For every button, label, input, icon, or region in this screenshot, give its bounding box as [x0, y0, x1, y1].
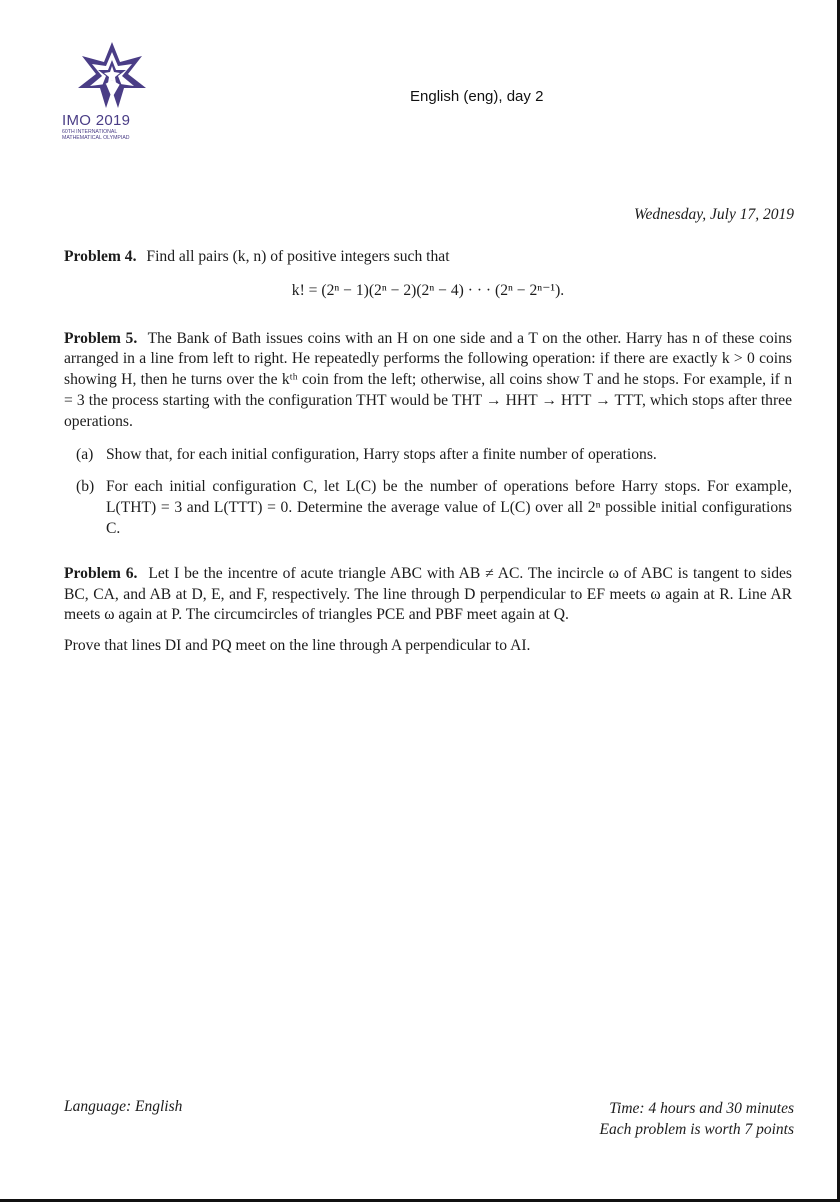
star-polyhedron-icon — [76, 40, 148, 110]
part-b-text: For each initial configuration C, let L(C) be the number of operations before Harry stops. For example, L(THT) = 3 and L(TTT) = 0. Determine the average value of L(C) over all 2ⁿ possible initial configurations C. — [106, 478, 792, 537]
exam-date: Wednesday, July 17, 2019 — [634, 206, 794, 223]
problem-6-label: Problem 6. — [64, 564, 138, 582]
problem-5 — [64, 329, 792, 433]
footer-time: Time: 4 hours and 30 minutes — [609, 1100, 794, 1117]
imo-logo — [62, 40, 162, 141]
footer-points: Each problem is worth 7 points — [599, 1121, 794, 1138]
part-a-text: Show that, for each initial configuration, Harry stops after a finite number of operations. — [106, 445, 657, 463]
problem-5-text: The Bank of Bath issues coins with an H on one side and a T on the other. Harry has n of these coins arranged in a line from left to right. He repeatedly performs the following operation: if there are exactly k > 0 coins showing H, then he turns over the kᵗʰ coin from the left; otherwise, all coins show T and he stops. For example, if n = 3 the process starting with the configuration THT would be THT → HHT → HTT → TTT, which stops after three operations. — [64, 329, 792, 430]
problem-6-text: Let I be the incentre of acute triangle ABC with AB ≠ AC. The incircle ω of ABC is tangent to sides BC, CA, and AB at D, E, and F, respectively. The line through D perpendicular to EF meets ω again at R. Line AR meets ω again at P. The circumcircles of triangles PCE and PBF meet again at Q. — [64, 564, 792, 624]
problem-4-text: Find all pairs (k, n) of positive integers such that — [146, 248, 450, 265]
part-b-label: (b) — [76, 478, 95, 496]
problem-5-label: Problem 5. — [64, 329, 138, 347]
problems-content — [64, 247, 792, 657]
problem-4-label: Problem 4. — [64, 248, 137, 265]
problem-4-equation: k! = (2ⁿ − 1)(2ⁿ − 2)(2ⁿ − 4) · · · (2ⁿ − 2ⁿ⁻¹). — [291, 281, 565, 299]
problem-6-text2: Prove that lines DI and PQ meet on the line through A perpendicular to AI. — [64, 637, 531, 655]
logo-subtitle-1: 60TH INTERNATIONAL — [62, 129, 118, 135]
part-a-label: (a) — [76, 445, 94, 463]
problem-5-part-a — [76, 445, 792, 466]
language-day-label: English (eng), day 2 — [410, 88, 544, 105]
problem-4 — [64, 247, 792, 268]
logo-title: IMO 2019 — [62, 112, 131, 129]
problem-6 — [64, 564, 792, 626]
logo-subtitle-2: MATHEMATICAL OLYMPIAD — [62, 135, 130, 141]
problem-5-part-b — [76, 477, 792, 539]
footer-time-points — [600, 1098, 794, 1140]
footer-language: Language: English — [64, 1098, 183, 1115]
